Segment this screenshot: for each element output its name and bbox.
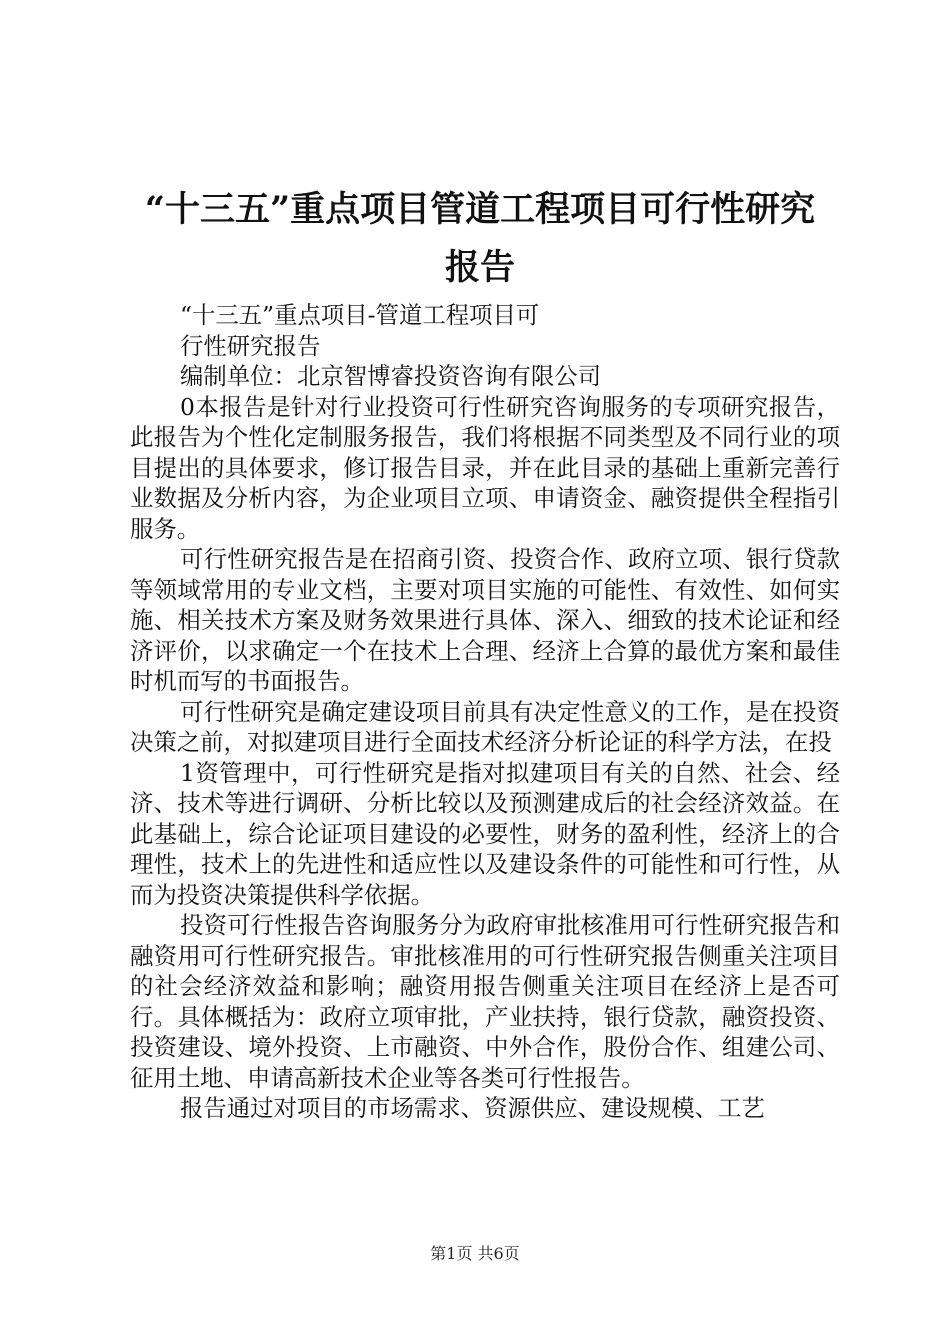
paragraph-3: 可行性研究是确定建设项目前具有决定性意义的工作，是在投资决策之前，对拟建项目进行全面技术经济分析论证的科学方法，在投 (130, 697, 840, 756)
document-title-line1: “十三五”重点项目管道工程项目可行性研究 (144, 189, 816, 230)
document-title-line2: 报告 (444, 247, 515, 288)
header-line-2: 行性研究报告 (180, 331, 321, 360)
paragraph-1: 0本报告是针对行业投资可行性研究咨询服务的专项研究报告，此报告为个性化定制服务报告，我们将根据不同类型及不同行业的项目提出的具体要求，修订报告目录，并在此目录的基础上重新完善行业数据及分析内容，为企业项目立项、申请资金、融资提供全程指引服务。 (130, 392, 840, 543)
document-body (130, 300, 840, 1124)
header-line-1: “十三五”重点项目-管道工程项目可 (180, 301, 540, 329)
paragraph-4: 1资管理中，可行性研究是指对拟建项目有关的自然、社会、经济、技术等进行调研、分析比较以及预测建成后的社会经济效益。在此基础上，综合论证项目建设的必要性，财务的盈利性，经济上的合理性，技术上的先进性和适应性以及建设条件的可能性和可行性，从而为投资决策提供科学依据。 (130, 758, 840, 909)
page-footer: 第1页 共6页 (430, 1244, 520, 1263)
paragraph-5: 投资可行性报告咨询服务分为政府审批核准用可行性研究报告和融资用可行性研究报告。审批核准用的可行性研究报告侧重关注项目的社会经济效益和影响；融资用报告侧重关注项目在经济上是否可行。具体概括为：政府立项审批，产业扶持，银行贷款，融资投资、投资建设、境外投资、上市融资、中外合作，股份合作、组建公司、征用土地、申请高新技术企业等各类可行性报告。 (130, 911, 840, 1092)
paragraph-6: 报告通过对项目的市场需求、资源供应、建设规模、工艺 (180, 1094, 765, 1122)
paragraph-2: 可行性研究报告是在招商引资、投资合作、政府立项、银行贷款等领域常用的专业文档，主要对项目实施的可能性、有效性、如何实施、相关技术方案及财务效果进行具体、深入、细致的技术论证和经济评价，以求确定一个在技术上合理、经济上合算的最优方案和最佳时机而写的书面报告。 (130, 545, 840, 695)
header-line-3-compiler: 编制单位：北京智博睿投资咨询有限公司 (180, 362, 602, 390)
